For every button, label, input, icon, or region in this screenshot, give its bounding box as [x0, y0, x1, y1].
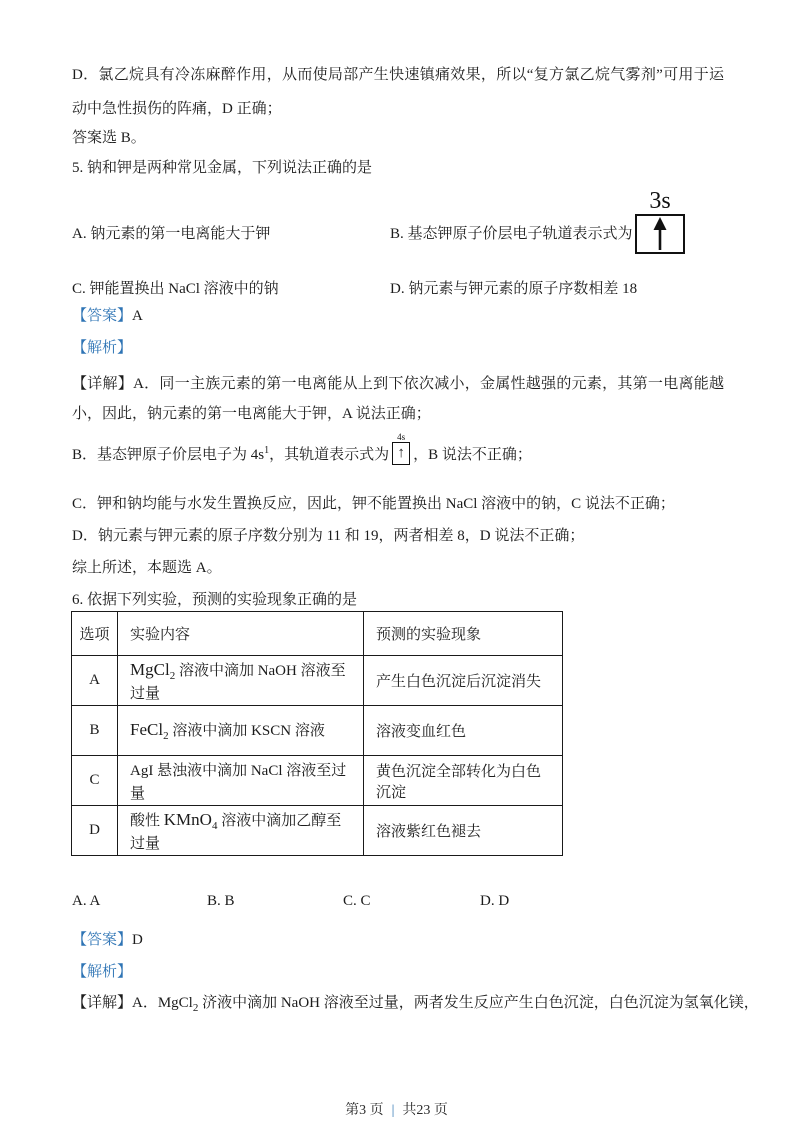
- up-arrow-glyph: ↑: [397, 445, 405, 461]
- q5-option-d: D. 钠元素与钾元素的原子序数相差 18: [390, 281, 638, 297]
- q6-option-b: B. B: [207, 893, 235, 909]
- cell-option: D: [72, 806, 118, 856]
- q5-detail-b-pre: B．基态钾原子价层电子为 $4s^1$，其轨道表示式为: [72, 445, 390, 463]
- cell-phenomenon: 黄色沉淀全部转化为白色沉淀: [364, 756, 563, 806]
- header-phenomenon: 预测的实验现象: [364, 612, 563, 656]
- header-option: 选项: [72, 612, 118, 656]
- header-experiment: 实验内容: [118, 612, 364, 656]
- q6-answer-line: [72, 928, 143, 949]
- cell-experiment: 酸性 KMnO$_4$ 溶液中滴加乙醇至过量: [118, 806, 364, 856]
- cell-experiment: MgCl$_2$ 溶液中滴加 NaOH 溶液至过量: [118, 656, 364, 706]
- up-arrow-icon: [638, 217, 682, 251]
- q5-option-b: B. 基态钾原子价层电子轨道表示式为: [390, 226, 633, 242]
- q5-analysis-label: 【解析】: [72, 340, 133, 356]
- orbital-diagram-3s: [634, 188, 686, 254]
- table-row: [72, 806, 563, 856]
- q6-option-a: A. A: [72, 893, 101, 909]
- q6-option-d: D. D: [480, 893, 510, 909]
- superscript-1: 1: [264, 445, 270, 456]
- orbital-3s-box: [635, 214, 685, 254]
- q5-answer-line: [72, 304, 143, 325]
- cell-option: A: [72, 656, 118, 706]
- cell-option: C: [72, 756, 118, 806]
- answer-label: 【答案】: [72, 932, 133, 948]
- q5-detail-b: [72, 432, 532, 465]
- experiment-table: [71, 611, 563, 856]
- q4-answer-line: 答案选 B。: [72, 130, 146, 146]
- page-footer: [0, 1099, 793, 1119]
- q5-stem: 5. 钠和钾是两种常见金属，下列说法正确的是: [72, 160, 373, 176]
- q5-conclusion: 综上所述，本题选 A。: [72, 560, 222, 576]
- table-row: [72, 706, 563, 756]
- cell-option: B: [72, 706, 118, 756]
- cell-phenomenon: 溶液紫红色褪去: [364, 806, 563, 856]
- q5-detail-c: C．钾和钠均能与水发生置换反应，因此，钾不能置换出 NaCl 溶液中的钠，C 说法不正确；: [72, 496, 675, 512]
- footer-separator: |: [391, 1103, 395, 1118]
- footer-page-number: 第3 页: [345, 1103, 384, 1118]
- orbital-4s-box: [392, 442, 410, 465]
- q6-analysis-label: 【解析】: [72, 964, 133, 980]
- cell-phenomenon: 产生白色沉淀后沉淀消失: [364, 656, 563, 706]
- q4-detail-option-d: D．氯乙烷具有冷冻麻醉作用，从而使局部产生快速镇痛效果，所以“复方氯乙烷气雾剂”可用于运动中急性损伤的阵痛，D 正确；: [72, 67, 724, 117]
- footer-total-pages: 共23 页: [402, 1103, 448, 1118]
- q6-option-c: C. C: [343, 893, 371, 909]
- orbital-4s-label: 4s: [397, 432, 406, 442]
- cell-experiment: AgI 悬浊液中滴加 NaCl 溶液至过量: [118, 756, 364, 806]
- q6-stem: 6. 依据下列实验，预测的实验现象正确的是: [72, 592, 358, 608]
- table-header-row: [72, 612, 563, 656]
- q5-detail-d: D．钠元素与钾元素的原子序数分别为 11 和 19，两者相差 8，D 说法不正确；: [72, 528, 585, 544]
- orbital-diagram-4s: [392, 432, 410, 465]
- cell-phenomenon: 溶液变血红色: [364, 706, 563, 756]
- table-row: [72, 656, 563, 706]
- table-row: [72, 756, 563, 806]
- orbital-3s-label: 3s: [649, 188, 671, 214]
- cell-experiment: FeCl$_2$ 溶液中滴加 KSCN 溶液: [118, 706, 364, 756]
- answer-label: 【答案】: [72, 308, 133, 324]
- q5-answer-value: A: [132, 308, 143, 324]
- q5-detail-b-post: ，B 说法不正确；: [413, 447, 532, 463]
- q5-option-a: A. 钠元素的第一电离能大于钾: [72, 226, 271, 242]
- q5-detail-a: 【详解】A．同一主族元素的第一电离能从上到下依次减小，金属性越强的元素，其第一电离能越小，因此，钠元素的第一电离能大于钾，A 说法正确；: [72, 376, 724, 422]
- q6-answer-value: D: [132, 932, 143, 948]
- q6-detail-a: 【详解】A．MgCl$_2$ 济液中滴加 NaOH 溶液至过量，两者发生反应产生白色沉淀，白色沉淀为氢氧化镁，: [72, 995, 759, 1014]
- q5-option-c: C. 钾能置换出 NaCl 溶液中的钠: [72, 281, 279, 297]
